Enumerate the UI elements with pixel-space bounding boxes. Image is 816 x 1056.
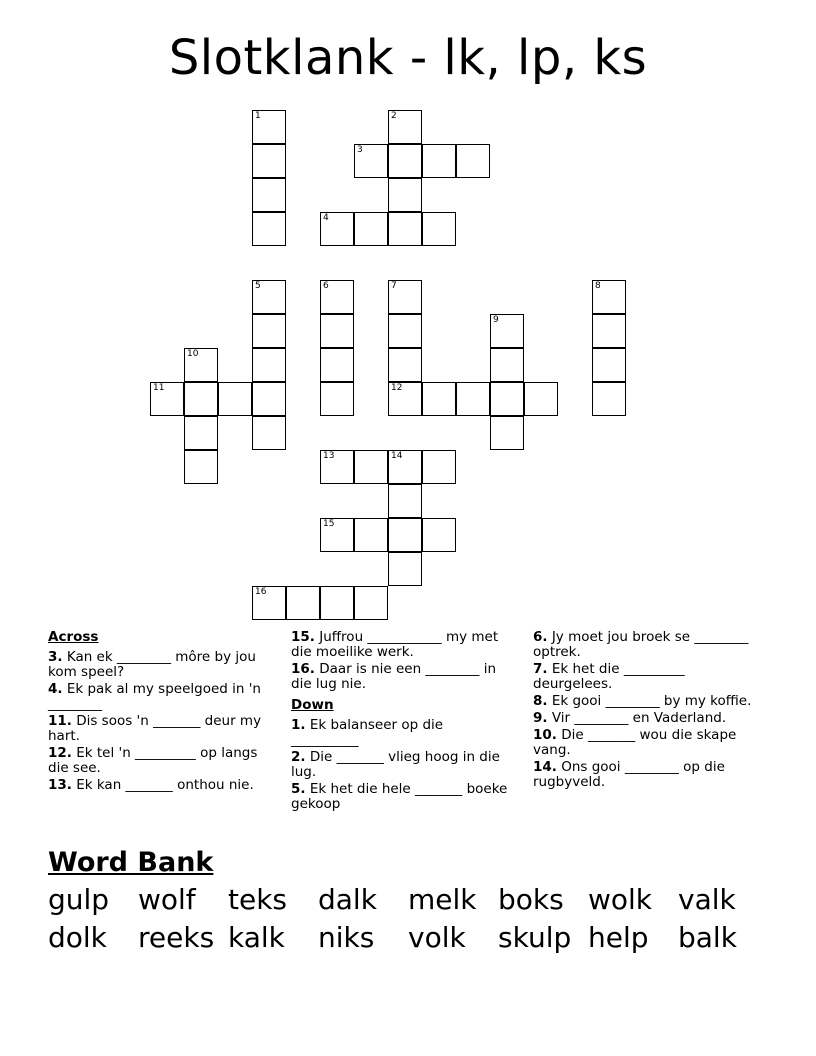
- grid-cell[interactable]: [592, 314, 626, 348]
- clue-number: 11.: [48, 713, 72, 729]
- clue-text: Die _______ wou die skape vang.: [533, 727, 737, 758]
- grid-cell[interactable]: [388, 484, 422, 518]
- word-bank-word: dolk: [48, 921, 107, 954]
- clues-column-3: [533, 630, 768, 792]
- clue: [291, 718, 511, 748]
- clue-number: 16.: [291, 661, 315, 677]
- grid-cell[interactable]: [252, 586, 286, 620]
- clue-number: 8.: [533, 693, 548, 709]
- clue-text: Ek kan _______ onthou nie.: [71, 777, 254, 793]
- grid-cell[interactable]: [320, 450, 354, 484]
- clue-text: Ons gooi ________ op die rugbyveld.: [533, 759, 725, 790]
- clue-number: 6: [323, 281, 329, 291]
- clue: [291, 630, 511, 660]
- grid-cell[interactable]: [388, 552, 422, 586]
- grid-cell[interactable]: [388, 144, 422, 178]
- grid-cell[interactable]: [252, 144, 286, 178]
- across-header: Across: [48, 629, 99, 645]
- clue: [48, 714, 268, 744]
- clue-number: 7: [391, 281, 397, 291]
- word-bank-word: help: [588, 921, 649, 954]
- word-bank-word: skulp: [498, 921, 572, 954]
- grid-cell[interactable]: [184, 416, 218, 450]
- grid-cell[interactable]: [592, 348, 626, 382]
- grid-cell[interactable]: [592, 280, 626, 314]
- grid-cell[interactable]: [354, 518, 388, 552]
- word-bank-title: Word Bank: [48, 847, 214, 878]
- grid-cell[interactable]: [456, 144, 490, 178]
- word-bank-word: balk: [678, 921, 737, 954]
- clue-text: Die _______ vlieg hoog in die lug.: [291, 749, 500, 780]
- clue-number: 7.: [533, 661, 548, 677]
- clue-number: 15.: [291, 629, 315, 645]
- clue: [291, 662, 511, 692]
- grid-cell[interactable]: [422, 382, 456, 416]
- clue-number: 3: [357, 145, 363, 155]
- grid-cell[interactable]: [388, 178, 422, 212]
- grid-cell[interactable]: [252, 212, 286, 246]
- grid-cell[interactable]: [388, 280, 422, 314]
- clue-text: Daar is nie een ________ in die lug nie.: [291, 661, 497, 692]
- grid-cell[interactable]: [456, 382, 490, 416]
- clue: [48, 682, 268, 712]
- clue: [48, 746, 268, 776]
- word-bank-word: niks: [318, 921, 375, 954]
- grid-cell[interactable]: [354, 144, 388, 178]
- word-bank-word: valk: [678, 883, 736, 916]
- clue-number: 9: [493, 315, 499, 325]
- grid-cell[interactable]: [388, 382, 422, 416]
- clue-number: 5.: [291, 781, 306, 797]
- grid-cell[interactable]: [388, 110, 422, 144]
- grid-cell[interactable]: [354, 212, 388, 246]
- clue-number: 4: [323, 213, 329, 223]
- clue: [533, 728, 768, 758]
- word-bank-word: wolk: [588, 883, 653, 916]
- clue-number: 2.: [291, 749, 306, 765]
- clue-number: 16: [255, 587, 267, 597]
- grid-cell[interactable]: [252, 416, 286, 450]
- grid-cell[interactable]: [184, 348, 218, 382]
- clues-column-2: [291, 630, 511, 814]
- grid-cell[interactable]: [388, 314, 422, 348]
- grid-cell[interactable]: [422, 144, 456, 178]
- clue-text: Ek balanseer op die __________: [291, 717, 444, 748]
- page-title: Slotklank - lk, lp, ks: [168, 30, 648, 86]
- grid-cell[interactable]: [422, 518, 456, 552]
- clue: [291, 750, 511, 780]
- grid-cell[interactable]: [184, 450, 218, 484]
- word-bank-word: teks: [228, 883, 288, 916]
- grid-cell[interactable]: [490, 348, 524, 382]
- grid-cell[interactable]: [252, 280, 286, 314]
- clue: [533, 662, 768, 692]
- grid-cell[interactable]: [252, 110, 286, 144]
- clue-text: Ek pak al my speelgoed in 'n ________: [48, 681, 261, 712]
- clue-number: 1.: [291, 717, 306, 733]
- grid-cell[interactable]: [286, 586, 320, 620]
- down-header: Down: [291, 697, 334, 713]
- clue-text: Kan ek ________ môre by jou kom speel?: [48, 649, 256, 680]
- clue-number: 2: [391, 111, 397, 121]
- clue-number: 14: [391, 451, 403, 461]
- grid-cell[interactable]: [320, 280, 354, 314]
- clue-number: 13.: [48, 777, 72, 793]
- clue-number: 11: [153, 383, 165, 393]
- word-bank-word: dalk: [318, 883, 377, 916]
- grid-cell[interactable]: [354, 586, 388, 620]
- clue-number: 6.: [533, 629, 548, 645]
- clue-number: 8: [595, 281, 601, 291]
- grid-cell[interactable]: [422, 450, 456, 484]
- grid-cell[interactable]: [252, 382, 286, 416]
- grid-cell[interactable]: [388, 348, 422, 382]
- clue-number: 15: [323, 519, 335, 529]
- clue-number: 4.: [48, 681, 63, 697]
- clue: [48, 650, 268, 680]
- clue-text: Ek gooi ________ by my koffie.: [547, 693, 752, 709]
- clue-number: 12: [391, 383, 403, 393]
- grid-cell[interactable]: [592, 382, 626, 416]
- clue-text: Vir ________ en Vaderland.: [547, 710, 727, 726]
- word-bank-word: wolf: [138, 883, 196, 916]
- clue-number: 10: [187, 349, 199, 359]
- grid-cell[interactable]: [252, 178, 286, 212]
- grid-cell[interactable]: [320, 348, 354, 382]
- clue-number: 9.: [533, 710, 548, 726]
- clue-number: 12.: [48, 745, 72, 761]
- clue: [533, 694, 768, 709]
- grid-cell[interactable]: [422, 212, 456, 246]
- grid-cell[interactable]: [320, 586, 354, 620]
- clue-text: Dis soos 'n _______ deur my hart.: [48, 713, 262, 744]
- grid-cell[interactable]: [184, 382, 218, 416]
- clues-column-1: [48, 630, 268, 795]
- grid-cell[interactable]: [252, 348, 286, 382]
- grid-cell[interactable]: [218, 382, 252, 416]
- grid-cell[interactable]: [388, 518, 422, 552]
- clue-number: 13: [323, 451, 335, 461]
- word-bank-word: melk: [408, 883, 477, 916]
- grid-cell[interactable]: [524, 382, 558, 416]
- word-bank-word: reeks: [138, 921, 215, 954]
- clue-text: Ek het die _________ deurgelees.: [533, 661, 685, 692]
- word-bank-word: kalk: [228, 921, 285, 954]
- grid-cell[interactable]: [320, 314, 354, 348]
- grid-cell[interactable]: [388, 212, 422, 246]
- clue-number: 5: [255, 281, 261, 291]
- grid-cell[interactable]: [388, 450, 422, 484]
- grid-cell[interactable]: [320, 212, 354, 246]
- clue: [48, 778, 268, 793]
- clue-number: 1: [255, 111, 261, 121]
- grid-cell[interactable]: [150, 382, 184, 416]
- clue: [533, 760, 768, 790]
- clue: [533, 711, 768, 726]
- word-bank-word: boks: [498, 883, 564, 916]
- grid-cell[interactable]: [490, 314, 524, 348]
- clue-text: Juffrou ___________ my met die moeilike werk.: [291, 629, 499, 660]
- grid-cell[interactable]: [354, 450, 388, 484]
- clue-number: 10.: [533, 727, 557, 743]
- grid-cell[interactable]: [490, 382, 524, 416]
- grid-cell[interactable]: [320, 518, 354, 552]
- clue: [291, 782, 511, 812]
- word-bank-word: volk: [408, 921, 466, 954]
- clue-number: 3.: [48, 649, 63, 665]
- clue-text: Jy moet jou broek se ________ optrek.: [533, 629, 749, 660]
- grid-cell[interactable]: [252, 314, 286, 348]
- clue-text: Ek tel 'n _________ op langs die see.: [48, 745, 258, 776]
- grid-cell[interactable]: [490, 416, 524, 450]
- word-bank-word: gulp: [48, 883, 110, 916]
- clue-number: 14.: [533, 759, 557, 775]
- clue: [533, 630, 768, 660]
- clue-text: Ek het die hele _______ boeke gekoop: [291, 781, 508, 812]
- grid-cell[interactable]: [320, 382, 354, 416]
